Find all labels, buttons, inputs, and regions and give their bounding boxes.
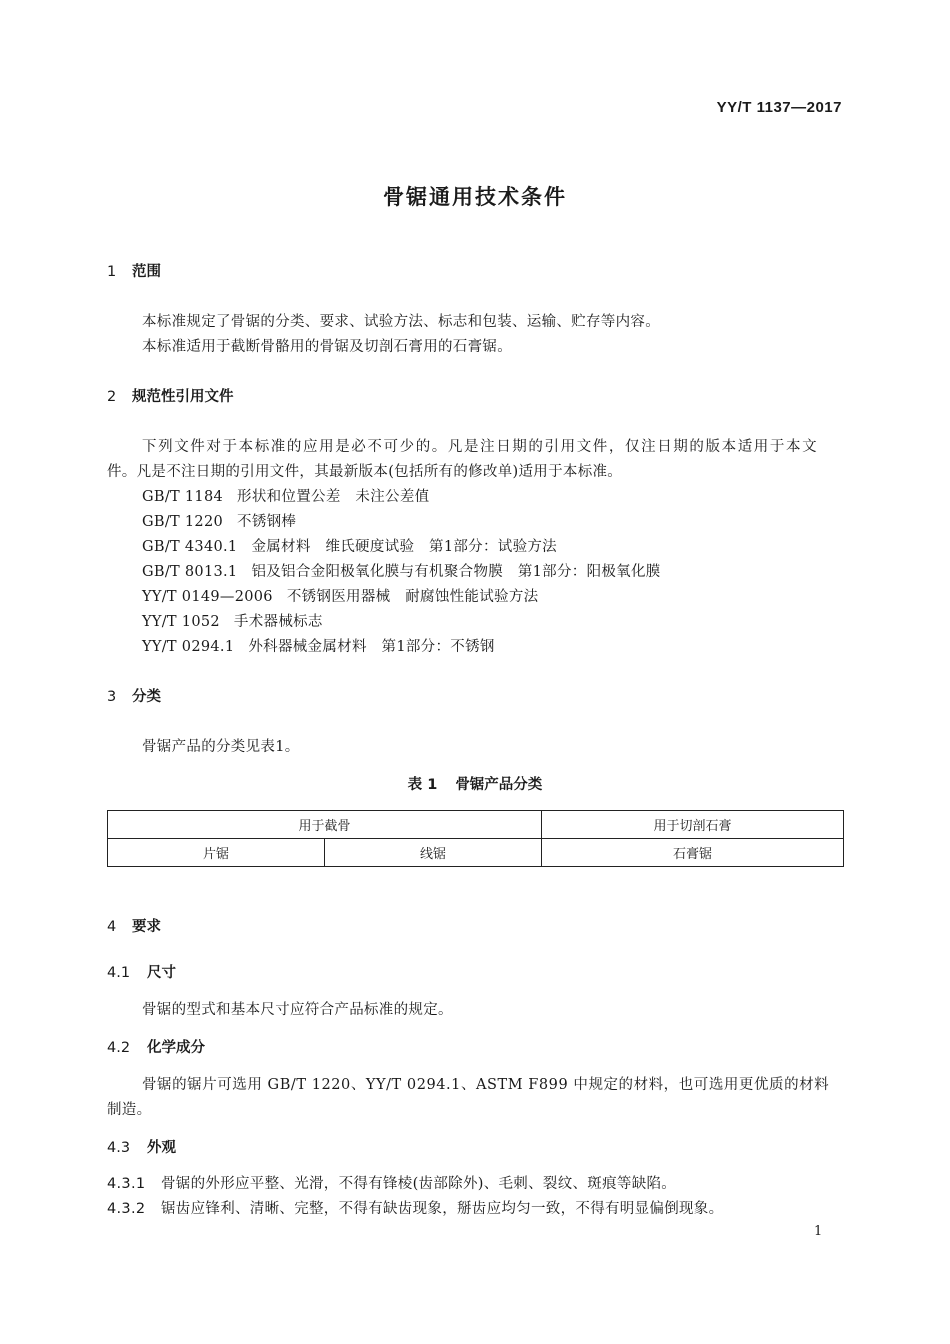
- subsection-number: 4.3: [107, 1140, 131, 1156]
- reference-title: 外科器械金属材料 第1部分：不锈钢: [248, 639, 495, 655]
- clause-text: 骨锯的外形应平整、光滑，不得有锋棱(齿部除外)、毛刺、裂纹、斑痕等缺陷。: [161, 1176, 677, 1192]
- chemical-paragraph-line-2: 制造。: [107, 1102, 152, 1118]
- section-4-heading: [107, 915, 161, 936]
- clause-4-3-1: [107, 1172, 676, 1193]
- reference-item: [142, 510, 296, 531]
- table-caption: [0, 773, 950, 794]
- reference-code: YY/T 0149—2006: [142, 589, 273, 605]
- clause-text: 锯齿应锋利、清晰、完整，不得有缺齿现象，掰齿应均匀一致，不得有明显偏倒现象。: [161, 1201, 724, 1217]
- subsection-title: 化学成分: [147, 1040, 205, 1056]
- table-cell: 片锯: [108, 839, 325, 867]
- scope-paragraph-1: 本标准规定了骨锯的分类、要求、试验方法、标志和包装、运输、贮存等内容。: [142, 314, 660, 330]
- reference-title: 不锈钢医用器械 耐腐蚀性能试验方法: [286, 589, 539, 605]
- section-number: 2: [107, 389, 117, 405]
- document-title: 骨锯通用技术条件: [383, 185, 567, 209]
- section-number: 1: [107, 264, 117, 280]
- table-header-row: [108, 811, 844, 839]
- chemical-paragraph-line-1: 骨锯的锯片可选用 GB/T 1220、YY/T 0294.1、ASTM F899 中规定的材料，也可选用更优质的材料: [142, 1077, 830, 1093]
- subsection-number: 4.1: [107, 965, 131, 981]
- section-number: 4: [107, 919, 117, 935]
- reference-code: YY/T 1052: [142, 614, 220, 630]
- reference-code: GB/T 8013.1: [142, 564, 238, 580]
- reference-item: [142, 610, 323, 631]
- reference-title: 手术器械标志: [233, 614, 323, 630]
- classification-table: [107, 810, 844, 867]
- table-header-cell: 用于切剖石膏: [542, 811, 844, 839]
- reference-item: [142, 485, 429, 506]
- section-title: 要求: [132, 919, 161, 935]
- reference-title: 形状和位置公差 未注公差值: [237, 489, 430, 505]
- clause-4-3-2: [107, 1197, 723, 1218]
- section-title: 分类: [132, 689, 161, 705]
- dimension-paragraph: 骨锯的型式和基本尺寸应符合产品标准的规定。: [142, 1002, 453, 1018]
- reference-item: [142, 560, 661, 581]
- reference-code: YY/T 0294.1: [142, 639, 235, 655]
- page-number: 1: [814, 1224, 823, 1239]
- subsection-4-2-heading: [107, 1036, 205, 1057]
- subsection-number: 4.2: [107, 1040, 131, 1056]
- scope-paragraph-2: 本标准适用于截断骨骼用的骨锯及切剖石膏用的石膏锯。: [142, 339, 512, 355]
- table-caption-number: 表 1: [407, 777, 438, 793]
- section-title: 范围: [132, 264, 161, 280]
- table-cell: 线锯: [325, 839, 542, 867]
- reference-code: GB/T 1220: [142, 514, 224, 530]
- subsection-4-3-heading: [107, 1136, 176, 1157]
- reference-title: 铝及铝合金阳极氧化膜与有机聚合物膜 第1部分：阳极氧化膜: [251, 564, 661, 580]
- reference-code: GB/T 4340.1: [142, 539, 238, 555]
- subsection-4-1-heading: [107, 961, 176, 982]
- reference-title: 金属材料 维氏硬度试验 第1部分：试验方法: [251, 539, 557, 555]
- reference-item: [142, 535, 557, 556]
- table-row: [108, 839, 844, 867]
- reference-title: 不锈钢棒: [237, 514, 297, 530]
- table-cell: 石膏锯: [542, 839, 844, 867]
- section-number: 3: [107, 689, 117, 705]
- subsection-title: 外观: [147, 1140, 176, 1156]
- section-1-heading: [107, 260, 161, 281]
- section-2-heading: [107, 385, 234, 406]
- subsection-title: 尺寸: [147, 965, 176, 981]
- table-caption-title: 骨锯产品分类: [455, 777, 543, 793]
- clause-number: 4.3.1: [107, 1176, 146, 1192]
- reference-item: [142, 635, 495, 656]
- section-3-heading: [107, 685, 161, 706]
- references-intro-line-1: 下列文件对于本标准的应用是必不可少的。凡是注日期的引用文件，仅注日期的版本适用于本文: [142, 439, 819, 455]
- clause-number: 4.3.2: [107, 1201, 146, 1217]
- classification-paragraph: 骨锯产品的分类见表1。: [142, 739, 300, 755]
- standard-code: YY/T 1137—2017: [716, 99, 842, 116]
- reference-code: GB/T 1184: [142, 489, 224, 505]
- table-header-cell: 用于截骨: [108, 811, 542, 839]
- reference-item: [142, 585, 538, 606]
- section-title: 规范性引用文件: [132, 389, 234, 405]
- references-intro-line-2: 件。凡是不注日期的引用文件，其最新版本(包括所有的修改单)适用于本标准。: [107, 464, 623, 480]
